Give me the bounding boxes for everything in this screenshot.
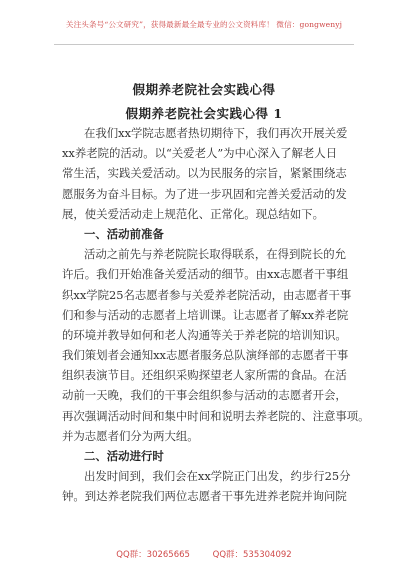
body-line: 活动之前先与养老院院长取得联系，在得到院长的允 xyxy=(84,247,346,262)
body-line: 在我们xx学院志愿者热切期待下，我们再次开展关爱 xyxy=(84,126,348,140)
document-title: 假期养老院社会实践心得 xyxy=(132,82,276,97)
header-banner: 关注头条号“公文研究”，获得最新最全最专业的公文资料库！ 微信：gongwenyj xyxy=(65,20,343,29)
body-line: 们和参与活动的志愿者上培训课。让志愿者了解xx养老院 xyxy=(62,307,349,322)
body-line: 并为志愿者们分为两大组。 xyxy=(62,428,199,443)
body-line: 展，使关爱活动走上规范化、正常化。现总结如下。 xyxy=(62,206,324,221)
body-line: 许后。我们开始准备关爱活动的细节。由xx志愿者干事组 xyxy=(62,267,349,282)
body-line: 组织表演节目。还组织采购探望老人家所需的食品。在活 xyxy=(62,368,347,383)
footer-qq-group-1: QQ群：30265665 xyxy=(116,550,190,560)
body-line: xx养老院的活动。以“关爱老人”为中心深入了解老人日 xyxy=(62,146,338,161)
document-body xyxy=(62,123,370,507)
body-line: 我们策划者会通知xx志愿者服务总队演绎部的志愿者干事 xyxy=(62,348,349,363)
footer-contact xyxy=(0,548,408,560)
section-heading: 一、活动前准备 xyxy=(84,226,164,241)
footer-qq-group-2: QQ群：535304092 xyxy=(212,550,292,560)
body-line: 动前一天晚，我们的干事会组织参与活动的志愿者开会， xyxy=(62,388,347,403)
body-line: 愿服务为奋斗目标。为了进一步巩固和完善关爱活动的发 xyxy=(62,186,347,201)
body-line: 常生活，实践关爱活动。以为民服务的宗旨，紧紧围绕志 xyxy=(62,166,347,181)
body-line: 织xx学院25名志愿者参与关爱养老院活动，由志愿者干事 xyxy=(62,287,352,302)
body-line: 的环境并教导如何和老人沟通等关于养老院的培训知识。 xyxy=(62,327,347,342)
body-line: 钟。到达养老院我们两位志愿者干事先进养老院并询问院 xyxy=(62,489,347,504)
header-divider xyxy=(54,44,354,45)
body-line: 出发时间到，我们会在xx学院正门出发，约步行25分 xyxy=(84,469,351,484)
section-heading: 二、活动进行时 xyxy=(84,449,164,463)
body-line: 再次强调活动时间和集中时间和说明去养老院的、注意事项。 xyxy=(62,408,370,423)
document-subtitle: 假期养老院社会实践心得 1 xyxy=(125,106,283,121)
